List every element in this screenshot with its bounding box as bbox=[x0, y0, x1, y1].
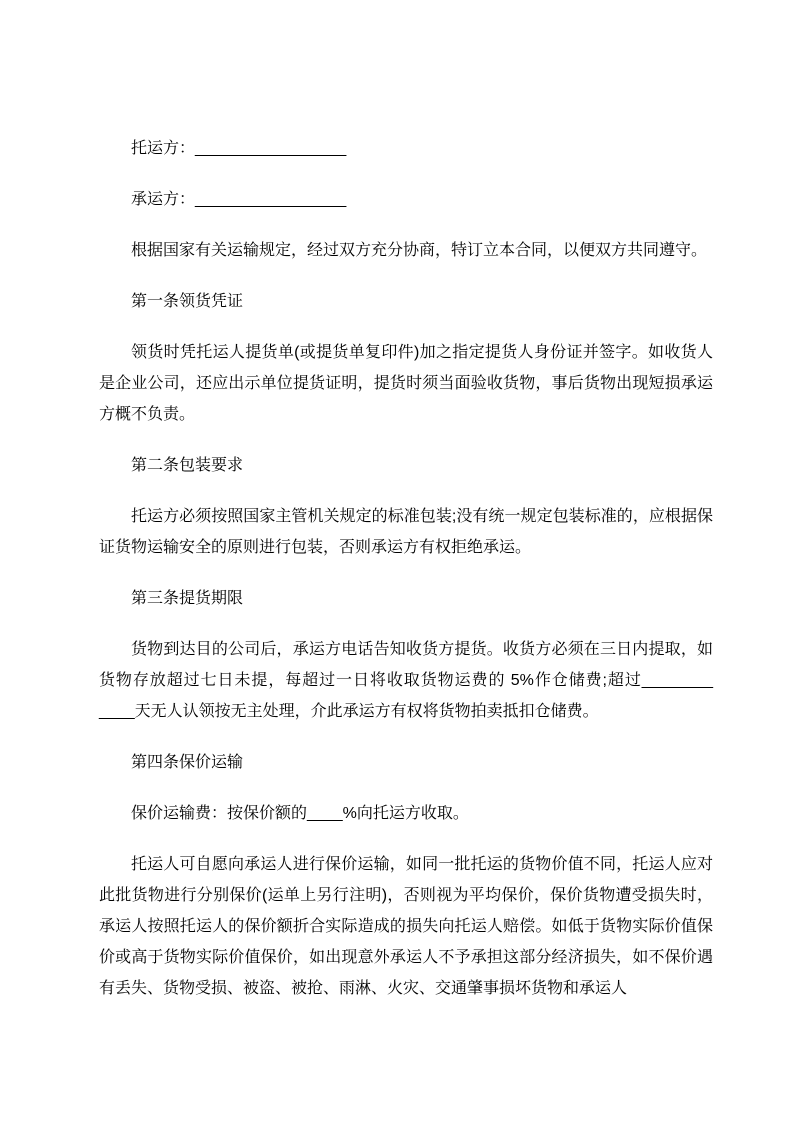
section-1-heading: 第一条领货凭证 bbox=[131, 293, 244, 310]
section-3-heading: 第三条提货期限 bbox=[131, 590, 244, 607]
carrier-field-line: 承运方：_________________ bbox=[131, 191, 347, 208]
section-1-paragraph-1: 领货时凭托运人提货单(或提货单复印件)加之指定提货人身份证并签字。如收货人是企业公司，还应出示单位提货证明，提货时须当面验收货物，事后货物出现短损承运方概不负责。 bbox=[99, 344, 713, 423]
intro-paragraph: 根据国家有关运输规定，经过双方充分协商，特订立本合同，以便双方共同遵守。 bbox=[131, 242, 708, 259]
shipper-field-line: 托运方：_________________ bbox=[131, 140, 347, 157]
section-4-paragraph-2: 托运人可自愿向承运人进行保价运输，如同一批托运的货物价值不同，托运人应对此批货物进行分别保价(运单上另行注明)，否则视为平均保价，保价货物遭受损失时，承运人按照托运人的保价额折合实际造成的损失向托运人赔偿。如低于货物实际价值保价或高于货物实际价值保价，如出现意外承运人不予承担这部分经济损失，如不保价遇有丢失、货物受损、被盗、被抢、雨淋、火灾、交通肇事损坏货物和承运人 bbox=[99, 856, 713, 997]
section-4-heading: 第四条保价运输 bbox=[131, 754, 244, 771]
section-3-paragraph-1: 货物到达目的公司后，承运方电话告知收货方提货。收货方必须在三日内提取，如货物存放超过七日未提，每超过一日将收取货物运费的 5%作仓储费;超过________​____天无人认领按无主处理，介此承运方有权将货物拍卖抵扣仓储费。 bbox=[99, 641, 713, 720]
section-4-paragraph-1: 保价运输费：按保价额的____%向托运方收取。 bbox=[131, 805, 469, 822]
section-2-paragraph-1: 托运方必须按照国家主管机关规定的标准包装;没有统一规定包装标准的，应根据保证货物运输安全的原则进行包装，否则承运方有权拒绝承运。 bbox=[99, 508, 713, 556]
section-2-heading: 第二条包装要求 bbox=[131, 457, 244, 474]
